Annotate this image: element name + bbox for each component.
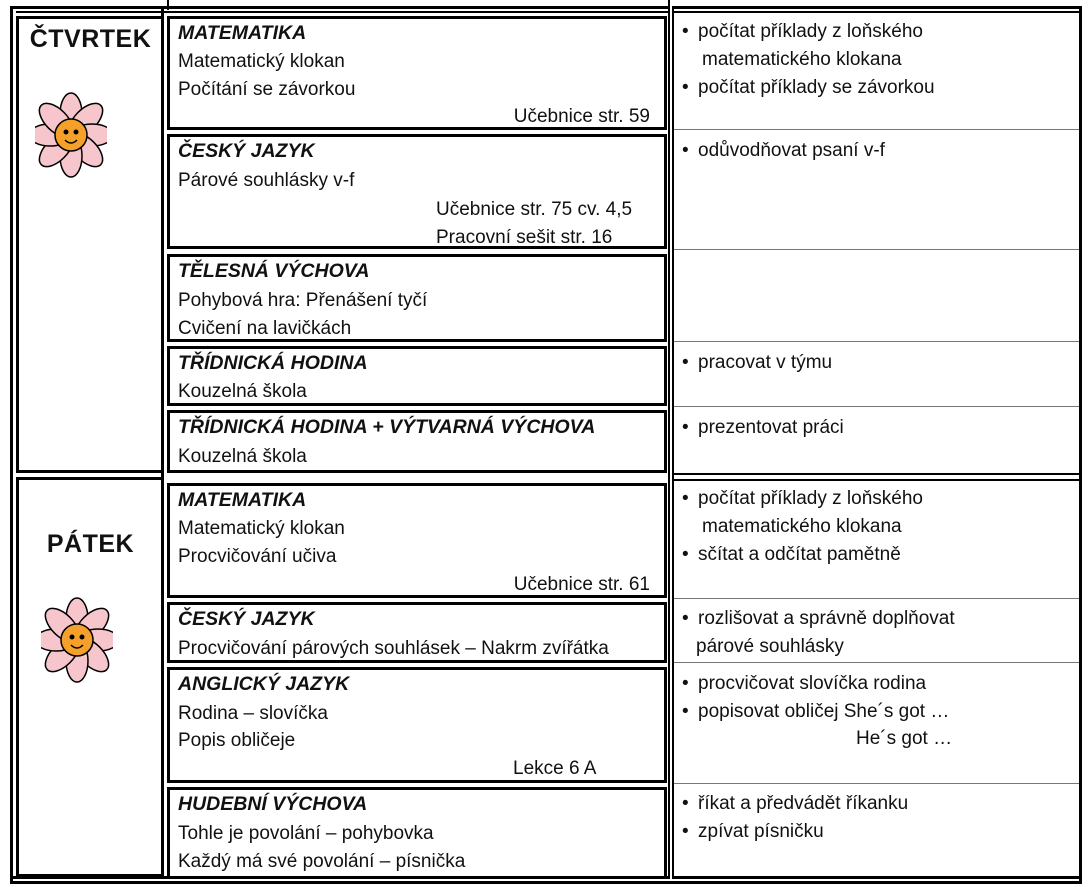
lesson-title: ČESKÝ JAZYK	[178, 608, 315, 630]
goal-item-cont: matematického klokana	[702, 516, 902, 537]
lesson-ref: Lekce 6 A	[513, 758, 597, 779]
top-stub-left	[167, 0, 169, 10]
day-block-thursday	[16, 16, 162, 473]
lesson-ref: Pracovní sešit str. 16	[436, 227, 613, 248]
goal-item: • zpívat písničku	[698, 821, 824, 843]
lesson-line: Procvičování párových souhlásek – Nakrm zvířátka	[178, 638, 609, 659]
lesson-title: ANGLICKÝ JAZYK	[178, 673, 350, 695]
goal-item: • procvičovat slovíčka rodina	[698, 673, 926, 695]
top-border	[10, 6, 1082, 9]
goal-item: • počítat příklady z loňského	[698, 488, 923, 510]
lesson-line: Tohle je povolání – pohybovka	[178, 823, 434, 844]
lesson-line: Kouzelná škola	[178, 446, 307, 467]
right-border	[1079, 6, 1082, 884]
lesson-thursday-pe	[167, 254, 667, 342]
lesson-thursday-class-art	[167, 410, 667, 473]
day-separator-2	[674, 479, 1079, 481]
top-stub-right	[668, 0, 670, 10]
lesson-line: Pohybová hra: Přenášení tyčí	[178, 290, 428, 311]
bottom-border	[10, 876, 1082, 879]
lesson-ref: Učebnice str. 59	[513, 106, 650, 127]
lesson-friday-czech	[167, 602, 667, 663]
lesson-line: Procvičování učiva	[178, 546, 337, 567]
day-separator	[674, 473, 1079, 475]
lesson-line: Kouzelná škola	[178, 381, 307, 402]
goal-separator	[674, 341, 1079, 342]
lesson-line: Rodina – slovíčka	[178, 703, 328, 724]
lesson-title: TŘÍDNICKÁ HODINA	[178, 352, 368, 374]
lesson-friday-music	[167, 787, 667, 876]
goal-item: • odůvodňovat psaní v-f	[698, 140, 885, 162]
lesson-friday-math	[167, 483, 667, 598]
col-sep-goals	[668, 6, 674, 879]
lesson-line: Párové souhlásky v-f	[178, 170, 355, 191]
goal-item: • prezentovat práci	[698, 417, 844, 439]
goal-item: • popisovat obličej She´s got …	[698, 701, 949, 723]
lesson-line: Matematický klokan	[178, 518, 345, 539]
goal-item: • pracovat v týmu	[698, 352, 832, 374]
day-name: ČTVRTEK	[29, 25, 152, 53]
lesson-thursday-class	[167, 346, 667, 406]
lesson-thursday-math	[167, 16, 667, 130]
goal-separator	[674, 662, 1079, 663]
lesson-line: Matematický klokan	[178, 51, 345, 72]
lesson-title: ČESKÝ JAZYK	[178, 140, 315, 162]
goal-separator	[674, 598, 1079, 599]
goal-separator	[674, 249, 1079, 250]
lesson-title: HUDEBNÍ VÝCHOVA	[178, 793, 368, 815]
goal-item-cont: matematického klokana	[702, 49, 902, 70]
day-block-friday	[16, 477, 162, 877]
goal-separator	[674, 129, 1079, 130]
goal-separator	[674, 783, 1079, 784]
goal-item-cont: párové souhlásky	[696, 636, 844, 657]
goal-item: • říkat a předvádět říkanku	[698, 793, 908, 815]
flower-icon	[41, 592, 113, 686]
lesson-line: Počítání se závorkou	[178, 79, 356, 100]
lesson-title: MATEMATIKA	[178, 489, 307, 511]
goal-separator	[674, 406, 1079, 407]
goal-item-cont: He´s got …	[856, 728, 953, 749]
lesson-ref: Učebnice str. 61	[513, 574, 650, 595]
lesson-title: TĚLESNÁ VÝCHOVA	[178, 260, 370, 282]
goal-item: • počítat příklady se závorkou	[698, 77, 935, 99]
day-name: PÁTEK	[46, 530, 135, 558]
lesson-title: TŘÍDNICKÁ HODINA + VÝTVARNÁ VÝCHOVA	[178, 416, 596, 438]
lesson-thursday-czech	[167, 134, 667, 249]
goal-item: • rozlišovat a správně doplňovat	[698, 608, 955, 630]
lesson-ref: Učebnice str. 75 cv. 4,5	[436, 199, 633, 220]
lesson-friday-english	[167, 667, 667, 783]
goal-item: • sčítat a odčítat pamětně	[698, 544, 901, 566]
goal-item: • počítat příklady z loňského	[698, 21, 923, 43]
lesson-title: MATEMATIKA	[178, 22, 307, 44]
left-border	[10, 6, 13, 884]
lesson-line: Každý má své povolání – písnička	[178, 851, 466, 872]
top-border-inner	[16, 11, 1082, 13]
lesson-line: Popis obličeje	[178, 730, 296, 751]
lesson-line: Cvičení na lavičkách	[178, 318, 352, 339]
bottom-border-outer	[10, 881, 1082, 884]
flower-icon	[35, 87, 107, 181]
